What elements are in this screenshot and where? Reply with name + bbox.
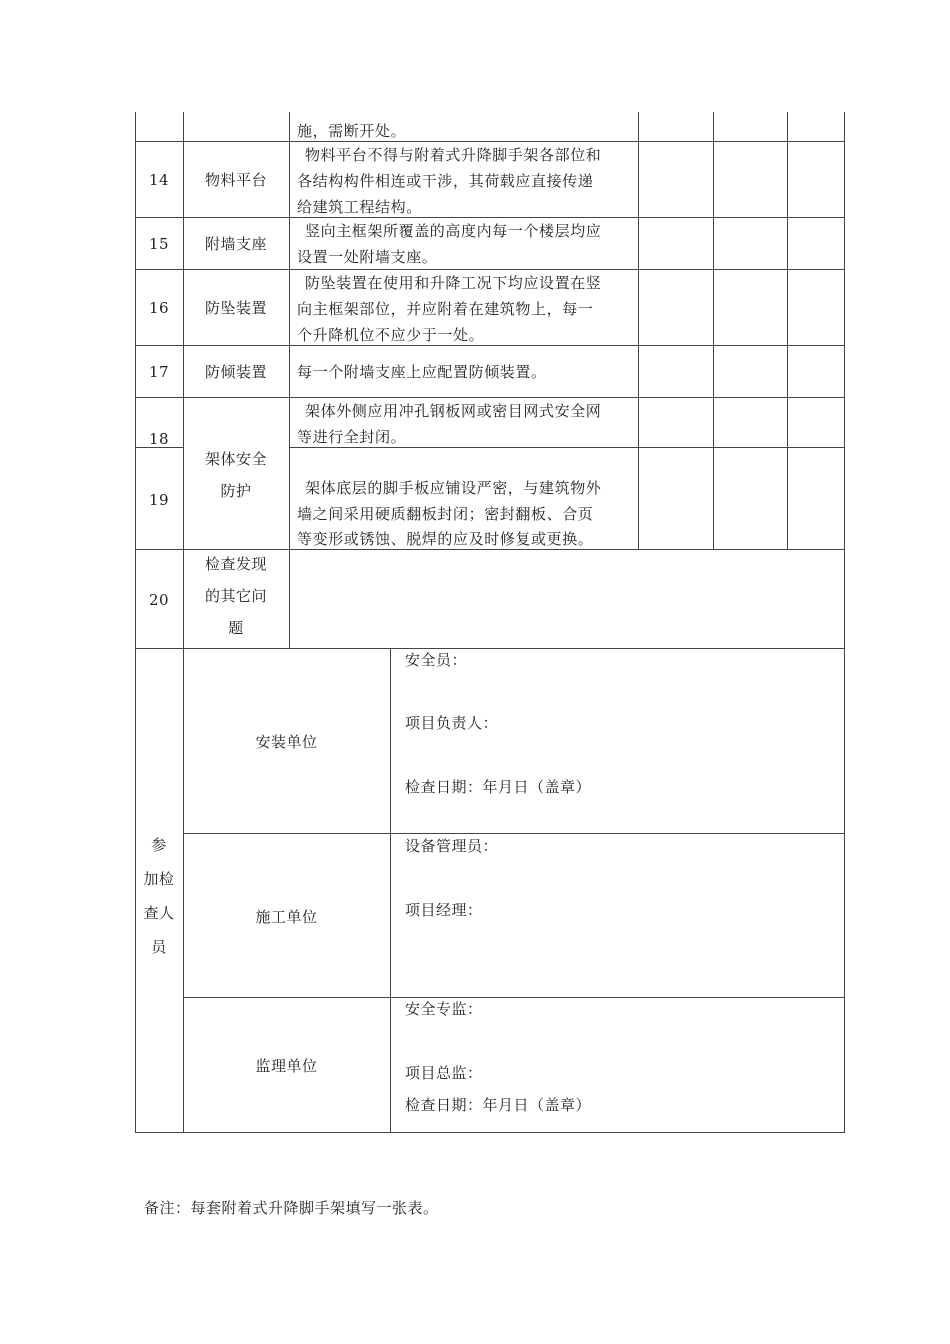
signature-line: 项目经理： — [405, 901, 483, 919]
row-item-line: 检查发现 — [204, 555, 267, 573]
row-desc-line: 架体底层的脚手板应铺设严密，与建筑物外 — [305, 479, 602, 497]
unit-name-install: 安装单位 — [255, 733, 318, 751]
row-desc-line: 每一个附墙支座上应配置防倾装置。 — [297, 363, 547, 381]
border-left — [135, 112, 136, 1133]
col-line-item — [289, 112, 290, 648]
row-desc-line: 墙之间采用硬质翻板封闭；密封翻板、合页 — [297, 505, 594, 523]
row-item: 防坠装置 — [204, 299, 267, 317]
row-line — [183, 997, 845, 998]
signature-line: 项目总监： — [405, 1064, 483, 1082]
row-number: 16 — [148, 299, 170, 317]
signature-line: 检查日期：年月日（盖章） — [405, 1096, 592, 1114]
border-right — [844, 112, 845, 1133]
col-line-a — [713, 112, 714, 549]
row-number: 14 — [148, 171, 170, 189]
participants-label-line: 加检 — [143, 870, 175, 888]
col-line-b — [787, 112, 788, 549]
signature-line: 检查日期：年月日（盖章） — [405, 778, 592, 796]
row-number: 17 — [148, 363, 170, 381]
row-desc-line: 等进行全封闭。 — [297, 428, 407, 446]
row-line — [183, 833, 845, 834]
row-number: 15 — [148, 235, 170, 253]
row-desc-line: 各结构构件相连或干涉，其荷载应直接传递 — [297, 172, 594, 190]
participants-label-line: 员 — [151, 938, 167, 956]
row-item-line: 题 — [228, 619, 244, 637]
row-desc-line: 施，需断开处。 — [297, 122, 407, 140]
row-desc-line: 个升降机位不应少于一处。 — [297, 326, 485, 344]
signature-line: 安全员： — [405, 651, 468, 669]
unit-name-construction: 施工单位 — [255, 908, 318, 926]
row-line — [135, 648, 845, 649]
row-desc-line: 防坠装置在使用和升降工况下均应设置在竖 — [305, 274, 602, 292]
row-number: 19 — [148, 491, 170, 509]
col-line-unit — [390, 648, 391, 1133]
participants-label-line: 参 — [151, 836, 167, 854]
participants-label-line: 查人 — [143, 904, 175, 922]
row-line — [135, 1132, 845, 1133]
row-desc-line: 架体外侧应用冲孔钢板网或密目网式安全网 — [305, 402, 602, 420]
row-desc-line: 设置一处附墙支座。 — [297, 248, 438, 266]
signature-line: 项目负责人： — [405, 714, 499, 732]
row-line — [135, 345, 845, 346]
row-number: 20 — [148, 591, 170, 609]
row-desc-line: 竖向主框架所覆盖的高度内每一个楼层均应 — [305, 222, 602, 240]
row-item-line: 的其它问 — [204, 587, 267, 605]
footer-note: 备注：每套附着式升降脚手架填写一张表。 — [144, 1199, 439, 1217]
row-item: 物料平台 — [204, 171, 267, 189]
row-desc-line: 给建筑工程结构。 — [297, 198, 422, 216]
row-item: 防倾装置 — [204, 363, 267, 381]
row-desc-line: 向主框架部位，并应附着在建筑物上，每一 — [297, 300, 594, 318]
row-item: 附墙支座 — [204, 235, 267, 253]
signature-line: 设备管理员： — [405, 837, 499, 855]
row-number: 18 — [148, 430, 170, 448]
merged-item-line: 防护 — [220, 482, 252, 500]
signature-line: 安全专监： — [405, 1000, 483, 1018]
col-line-desc — [638, 112, 639, 549]
row-desc-line: 等变形或锈蚀、脱焊的应及时修复或更换。 — [297, 530, 594, 548]
merged-item-line: 架体安全 — [204, 450, 267, 468]
row-desc-line: 物料平台不得与附着式升降脚手架各部位和 — [305, 146, 602, 164]
unit-name-supervision: 监理单位 — [255, 1057, 318, 1075]
